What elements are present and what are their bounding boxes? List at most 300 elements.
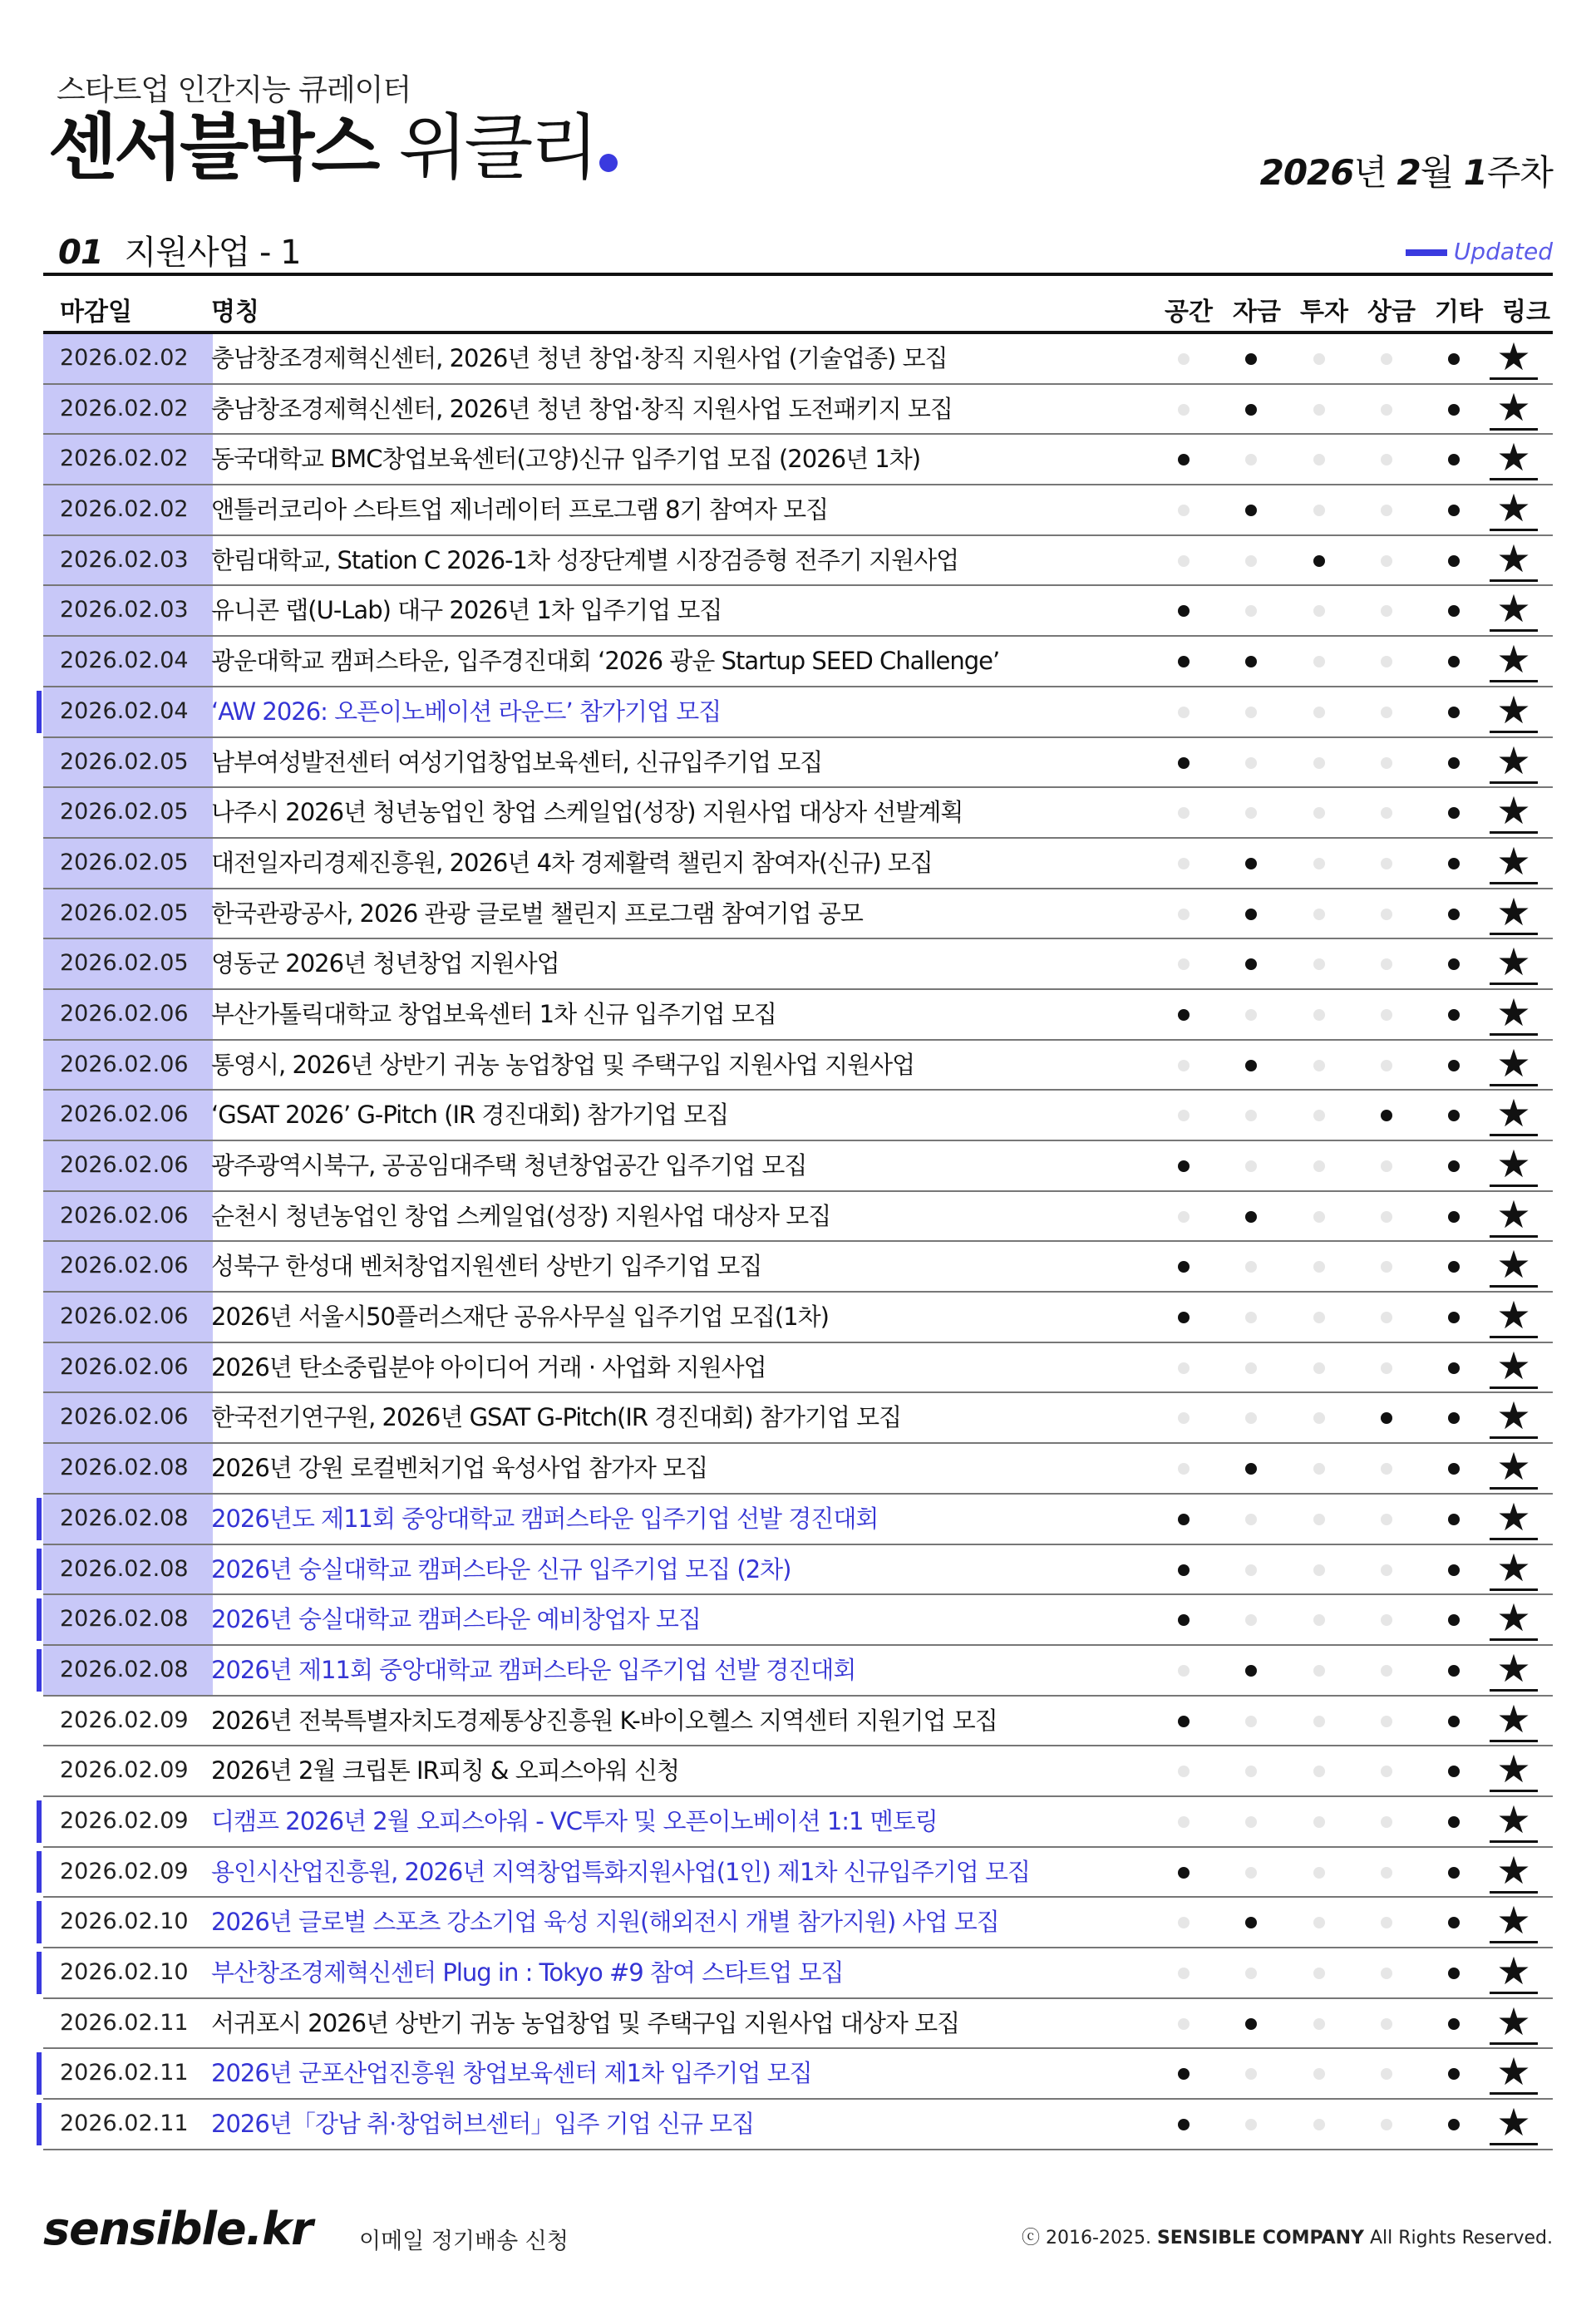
- row-deadline: 2026.02.10: [60, 1909, 189, 1935]
- week-number: 1: [1463, 152, 1487, 193]
- prize-dot-icon: [1381, 454, 1392, 465]
- section-title: [58, 226, 301, 273]
- issue-week: [1260, 145, 1553, 195]
- fund-dot-icon: [1245, 1312, 1257, 1323]
- row-deadline: 2026.02.02: [43, 385, 213, 434]
- row-name[interactable]: 한국전기연구원, 2026년 GSAT G-Pitch(IR 경진대회) 참가기업 모집: [211, 1403, 902, 1432]
- fund-dot-icon: [1245, 555, 1257, 567]
- etc-dot-icon: [1448, 1009, 1460, 1021]
- etc-dot-icon: [1448, 1060, 1460, 1071]
- row-deadline: 2026.02.06: [43, 1293, 213, 1342]
- link-star-icon[interactable]: ★: [1490, 740, 1538, 784]
- etc-dot-icon: [1448, 1716, 1460, 1727]
- space-dot-icon: [1178, 1312, 1190, 1323]
- link-star-icon[interactable]: ★: [1490, 840, 1538, 884]
- fund-dot-icon: [1245, 1564, 1257, 1576]
- space-dot-icon: [1178, 1362, 1190, 1374]
- prize-dot-icon: [1381, 909, 1392, 920]
- row-deadline: 2026.02.05: [43, 939, 213, 988]
- etc-dot-icon: [1448, 1665, 1460, 1677]
- row-name[interactable]: 부산창조경제혁신센터 Plug in : Tokyo #9 참여 스타트업 모집: [211, 1958, 844, 1987]
- link-star-icon[interactable]: ★: [1490, 1446, 1538, 1490]
- space-dot-icon: [1178, 1261, 1190, 1273]
- invest-dot-icon: [1313, 1261, 1325, 1273]
- fund-dot-icon: [1245, 909, 1257, 920]
- row-name[interactable]: 디캠프 2026년 2월 오피스아워 - VC투자 및 오픈이노베이션 1:1 멘토링: [211, 1806, 938, 1835]
- row-name[interactable]: 2026년 강원 로컬벤처기업 육성사업 참가자 모집: [211, 1454, 708, 1483]
- space-dot-icon: [1178, 757, 1190, 769]
- etc-dot-icon: [1448, 1312, 1460, 1323]
- prize-dot-icon: [1381, 1009, 1392, 1021]
- row-deadline: 2026.02.06: [43, 1141, 213, 1190]
- updated-marker: [37, 1549, 42, 1591]
- table-row: [43, 839, 1553, 889]
- prize-dot-icon: [1381, 958, 1392, 970]
- copyright-suffix: All Rights Reserved.: [1363, 2228, 1553, 2248]
- invest-dot-icon: [1313, 1412, 1325, 1424]
- space-dot-icon: [1178, 807, 1190, 819]
- row-name[interactable]: 충남창조경제혁신센터, 2026년 청년 창업·창직 지원사업 (기술업종) 모집: [211, 344, 948, 372]
- row-name[interactable]: 나주시 2026년 청년농업인 창업 스케일업(성장) 지원사업 대상자 선발계획: [211, 798, 963, 827]
- link-star-icon[interactable]: ★: [1490, 387, 1538, 431]
- updated-marker: [37, 1800, 42, 1843]
- space-dot-icon: [1178, 1211, 1190, 1223]
- row-name[interactable]: 성북구 한성대 벤처창업지원센터 상반기 입주기업 모집: [211, 1252, 762, 1281]
- week-year-unit: 년: [1353, 152, 1397, 193]
- brand-dot-icon: [599, 154, 618, 172]
- link-star-icon[interactable]: ★: [1490, 992, 1538, 1036]
- fund-dot-icon: [1245, 656, 1257, 667]
- prize-dot-icon: [1381, 1312, 1392, 1323]
- fund-dot-icon: [1245, 1917, 1257, 1928]
- section-number: 01: [58, 234, 103, 272]
- row-deadline: 2026.02.06: [43, 1091, 213, 1140]
- invest-dot-icon: [1313, 1110, 1325, 1121]
- updated-marker: [37, 2052, 42, 2095]
- invest-dot-icon: [1313, 1665, 1325, 1677]
- section-name: 지원사업 - 1: [124, 234, 301, 272]
- fund-dot-icon: [1245, 404, 1257, 416]
- etc-dot-icon: [1448, 1514, 1460, 1525]
- etc-dot-icon: [1448, 1261, 1460, 1273]
- table-row: [43, 1848, 1553, 1899]
- link-star-icon[interactable]: ★: [1490, 538, 1538, 582]
- link-star-icon[interactable]: ★: [1490, 1496, 1538, 1540]
- row-deadline: 2026.02.04: [43, 637, 213, 686]
- link-star-icon[interactable]: ★: [1490, 891, 1538, 935]
- prize-dot-icon: [1381, 1412, 1392, 1424]
- space-dot-icon: [1178, 1968, 1190, 1979]
- link-star-icon[interactable]: ★: [1490, 2101, 1538, 2145]
- row-name[interactable]: 유니콘 랩(U-Lab) 대구 2026년 1차 입주기업 모집: [211, 596, 722, 625]
- invest-dot-icon: [1313, 1312, 1325, 1323]
- row-name[interactable]: 2026년 서울시50플러스재단 공유사무실 입주기업 모집(1차): [211, 1303, 829, 1332]
- subscribe-link[interactable]: 이메일 정기배송 신청: [359, 2229, 569, 2254]
- space-dot-icon: [1178, 707, 1190, 718]
- prize-dot-icon: [1381, 1816, 1392, 1828]
- prize-dot-icon: [1381, 1211, 1392, 1223]
- invest-dot-icon: [1313, 1009, 1325, 1021]
- space-dot-icon: [1178, 505, 1190, 516]
- fund-dot-icon: [1245, 958, 1257, 970]
- invest-dot-icon: [1313, 1867, 1325, 1879]
- row-name[interactable]: 2026년 탄소중립분야 아이디어 거래 · 사업화 지원사업: [211, 1352, 766, 1382]
- table-row: [43, 1999, 1553, 2050]
- updated-label: Updated: [1453, 238, 1553, 265]
- prize-dot-icon: [1381, 1110, 1392, 1121]
- row-name[interactable]: 2026년 군포산업진흥원 창업보육센터 제1차 입주기업 모집: [211, 2059, 812, 2088]
- fund-dot-icon: [1245, 2119, 1257, 2130]
- prize-dot-icon: [1381, 1614, 1392, 1626]
- etc-dot-icon: [1448, 909, 1460, 920]
- subtitle: 스타트업 인간지능 큐레이터: [57, 73, 411, 107]
- prize-dot-icon: [1381, 555, 1392, 567]
- table-row: [43, 586, 1553, 637]
- prize-dot-icon: [1381, 1514, 1392, 1525]
- link-star-icon[interactable]: ★: [1490, 1395, 1538, 1439]
- row-deadline: 2026.02.09: [60, 1757, 189, 1784]
- updated-marker: [37, 1851, 42, 1894]
- fund-dot-icon: [1245, 1867, 1257, 1879]
- row-deadline: 2026.02.03: [43, 536, 213, 585]
- link-star-icon[interactable]: ★: [1490, 2001, 1538, 2045]
- link-star-icon[interactable]: ★: [1490, 588, 1538, 632]
- fund-dot-icon: [1245, 1261, 1257, 1273]
- fund-dot-icon: [1245, 1816, 1257, 1828]
- invest-dot-icon: [1313, 1917, 1325, 1928]
- table-row: [43, 1746, 1553, 1797]
- invest-dot-icon: [1313, 404, 1325, 416]
- row-name[interactable]: 2026년 2월 크립톤 IR피칭 & 오피스아워 신청: [211, 1756, 680, 1785]
- link-star-icon[interactable]: ★: [1490, 1194, 1538, 1238]
- prize-dot-icon: [1381, 404, 1392, 416]
- row-name[interactable]: 한국관광공사, 2026 관광 글로벌 챌린지 프로그램 참여기업 공모: [211, 899, 863, 928]
- table-row: [43, 1697, 1553, 1747]
- row-name[interactable]: 2026년 숭실대학교 캠퍼스타운 예비창업자 모집: [211, 1605, 701, 1634]
- brand-title: [48, 106, 618, 190]
- col-etc: 기타: [1435, 298, 1483, 327]
- row-name[interactable]: 한림대학교, Station C 2026-1차 성장단계별 시장검증형 전주기 지원사업: [211, 545, 959, 574]
- prize-dot-icon: [1381, 1060, 1392, 1071]
- row-name[interactable]: 2026년 숭실대학교 캠퍼스타운 신규 입주기업 모집 (2차): [211, 1554, 791, 1583]
- col-name: 명칭: [211, 298, 259, 327]
- prize-dot-icon: [1381, 2068, 1392, 2080]
- link-star-icon[interactable]: ★: [1490, 487, 1538, 531]
- link-star-icon[interactable]: ★: [1490, 1647, 1538, 1692]
- table-row: [43, 2049, 1553, 2100]
- row-deadline: 2026.02.04: [43, 687, 213, 736]
- table-row: [43, 435, 1553, 485]
- row-deadline: 2026.02.05: [43, 788, 213, 837]
- space-dot-icon: [1178, 454, 1190, 465]
- row-name[interactable]: 광운대학교 캠퍼스타운, 입주경진대회 ‘2026 광운 Startup SEED Challenge’: [211, 647, 1000, 676]
- row-deadline: 2026.02.08: [43, 1545, 213, 1594]
- row-name[interactable]: 대전일자리경제진흥원, 2026년 4차 경제활력 챌린지 참여자(신규) 모집: [211, 848, 933, 877]
- prize-dot-icon: [1381, 1867, 1392, 1879]
- row-name[interactable]: ‘AW 2026: 오픈이노베이션 라운드’ 참가기업 모집: [211, 697, 722, 726]
- row-deadline: 2026.02.11: [60, 2060, 189, 2086]
- row-name[interactable]: 2026년 제11회 중앙대학교 캠퍼스타운 입주기업 선발 경진대회: [211, 1655, 856, 1684]
- invest-dot-icon: [1313, 1816, 1325, 1828]
- program-table: [43, 334, 1553, 2150]
- fund-dot-icon: [1245, 353, 1257, 365]
- space-dot-icon: [1178, 1614, 1190, 1626]
- prize-dot-icon: [1381, 605, 1392, 617]
- footer-brand[interactable]: sensible.kr: [43, 2203, 313, 2255]
- updated-marker: [37, 1952, 42, 1994]
- row-deadline: 2026.02.10: [60, 1959, 189, 1985]
- etc-dot-icon: [1448, 1110, 1460, 1121]
- invest-dot-icon: [1313, 656, 1325, 667]
- table-row: [43, 1192, 1553, 1243]
- prize-dot-icon: [1381, 2119, 1392, 2130]
- row-name[interactable]: 2026년 글로벌 스포츠 강소기업 육성 지원(해외전시 개별 참가지원) 사업 모집: [211, 1908, 999, 1937]
- row-name[interactable]: 충남창조경제혁신센터, 2026년 청년 창업·창직 지원사업 도전패키지 모집: [211, 394, 953, 423]
- row-deadline: 2026.02.09: [60, 1807, 189, 1834]
- space-dot-icon: [1178, 605, 1190, 617]
- etc-dot-icon: [1448, 1917, 1460, 1928]
- fund-dot-icon: [1245, 2018, 1257, 2030]
- invest-dot-icon: [1313, 1614, 1325, 1626]
- fund-dot-icon: [1245, 605, 1257, 617]
- fund-dot-icon: [1245, 1665, 1257, 1677]
- prize-dot-icon: [1381, 1564, 1392, 1576]
- row-name[interactable]: ‘GSAT 2026’ G-Pitch (IR 경진대회) 참가기업 모집: [211, 1101, 729, 1130]
- updated-marker: [37, 2103, 42, 2145]
- link-star-icon[interactable]: ★: [1490, 1698, 1538, 1742]
- row-deadline: 2026.02.06: [43, 1343, 213, 1392]
- row-deadline: 2026.02.05: [43, 889, 213, 938]
- link-star-icon[interactable]: ★: [1490, 2051, 1538, 2095]
- link-star-icon[interactable]: ★: [1490, 1547, 1538, 1591]
- space-dot-icon: [1178, 1766, 1190, 1777]
- prize-dot-icon: [1381, 2018, 1392, 2030]
- fund-dot-icon: [1245, 807, 1257, 819]
- etc-dot-icon: [1448, 605, 1460, 617]
- week-year: 2026: [1259, 152, 1354, 193]
- link-star-icon[interactable]: ★: [1490, 1244, 1538, 1288]
- row-deadline: 2026.02.08: [43, 1444, 213, 1493]
- space-dot-icon: [1178, 1009, 1190, 1021]
- link-star-icon[interactable]: ★: [1490, 638, 1538, 682]
- space-dot-icon: [1178, 1412, 1190, 1424]
- link-star-icon[interactable]: ★: [1490, 1294, 1538, 1338]
- updated-marker: [37, 1649, 42, 1692]
- table-row: [43, 1595, 1553, 1646]
- etc-dot-icon: [1448, 958, 1460, 970]
- invest-dot-icon: [1313, 605, 1325, 617]
- space-dot-icon: [1178, 1463, 1190, 1475]
- row-name[interactable]: 남부여성발전센터 여성기업창업보육센터, 신규입주기업 모집: [211, 747, 823, 776]
- etc-dot-icon: [1448, 807, 1460, 819]
- space-dot-icon: [1178, 1816, 1190, 1828]
- fund-dot-icon: [1245, 707, 1257, 718]
- row-name[interactable]: 2026년도 제11회 중앙대학교 캠퍼스타운 입주기업 선발 경진대회: [211, 1504, 879, 1533]
- table-row: [43, 1948, 1553, 1999]
- etc-dot-icon: [1448, 1968, 1460, 1979]
- table-row: [43, 738, 1553, 789]
- space-dot-icon: [1178, 2018, 1190, 2030]
- link-star-icon[interactable]: ★: [1490, 1597, 1538, 1641]
- prize-dot-icon: [1381, 353, 1392, 365]
- table-row: [43, 536, 1553, 587]
- link-star-icon[interactable]: ★: [1490, 336, 1538, 380]
- table-row: [43, 687, 1553, 738]
- table-row: [43, 1545, 1553, 1596]
- etc-dot-icon: [1448, 2068, 1460, 2080]
- row-deadline: 2026.02.08: [43, 1595, 213, 1644]
- etc-dot-icon: [1448, 454, 1460, 465]
- table-row: [43, 1393, 1553, 1444]
- row-name[interactable]: 통영시, 2026년 상반기 귀농 농업창업 및 주택구입 지원사업 지원사업: [211, 1050, 915, 1079]
- col-invest: 투자: [1300, 298, 1348, 327]
- prize-dot-icon: [1381, 858, 1392, 869]
- row-name[interactable]: 부산가톨릭대학교 창업보육센터 1차 신규 입주기업 모집: [211, 999, 776, 1028]
- fund-dot-icon: [1245, 2068, 1257, 2080]
- space-dot-icon: [1178, 1917, 1190, 1928]
- row-deadline: 2026.02.06: [43, 1192, 213, 1241]
- row-name[interactable]: 앤틀러코리아 스타트업 제너레이터 프로그램 8기 참여자 모집: [211, 495, 829, 525]
- prize-dot-icon: [1381, 1261, 1392, 1273]
- link-star-icon[interactable]: ★: [1490, 1899, 1538, 1943]
- row-name[interactable]: 영동군 2026년 청년창업 지원사업: [211, 949, 559, 978]
- space-dot-icon: [1178, 1564, 1190, 1576]
- etc-dot-icon: [1448, 1362, 1460, 1374]
- prize-dot-icon: [1381, 757, 1392, 769]
- table-row: [43, 485, 1553, 536]
- prize-dot-icon: [1381, 1766, 1392, 1777]
- invest-dot-icon: [1313, 858, 1325, 869]
- row-deadline: 2026.02.02: [43, 435, 213, 484]
- link-star-icon[interactable]: ★: [1490, 1143, 1538, 1187]
- etc-dot-icon: [1448, 1564, 1460, 1576]
- link-star-icon[interactable]: ★: [1490, 1950, 1538, 1994]
- invest-dot-icon: [1313, 2119, 1325, 2130]
- space-dot-icon: [1178, 1060, 1190, 1071]
- row-deadline: 2026.02.11: [60, 2110, 189, 2137]
- link-star-icon[interactable]: ★: [1490, 1849, 1538, 1894]
- fund-dot-icon: [1245, 757, 1257, 769]
- col-link: 링크: [1502, 298, 1550, 327]
- row-name[interactable]: 광주광역시북구, 공공임대주택 청년창업공간 입주기업 모집: [211, 1151, 807, 1180]
- link-star-icon[interactable]: ★: [1490, 1748, 1538, 1792]
- etc-dot-icon: [1448, 1211, 1460, 1223]
- row-name[interactable]: 2026년 전북특별자치도경제통상진흥원 K-바이오헬스 지역센터 지원기업 모집: [211, 1706, 998, 1735]
- link-star-icon[interactable]: ★: [1490, 1799, 1538, 1843]
- table-row: [43, 889, 1553, 940]
- fund-dot-icon: [1245, 1110, 1257, 1121]
- link-star-icon[interactable]: ★: [1490, 689, 1538, 733]
- etc-dot-icon: [1448, 353, 1460, 365]
- link-star-icon[interactable]: ★: [1490, 790, 1538, 834]
- invest-dot-icon: [1313, 555, 1325, 567]
- copyright: [1022, 2224, 1553, 2249]
- week-month-unit: 월: [1420, 152, 1464, 193]
- etc-dot-icon: [1448, 1766, 1460, 1777]
- table-row: [43, 1091, 1553, 1141]
- space-dot-icon: [1178, 353, 1190, 365]
- link-star-icon[interactable]: ★: [1490, 436, 1538, 480]
- copyright-prefix: ⓒ 2016-2025.: [1022, 2228, 1157, 2248]
- table-row: [43, 1293, 1553, 1343]
- link-star-icon[interactable]: ★: [1490, 1042, 1538, 1086]
- prize-dot-icon: [1381, 1968, 1392, 1979]
- space-dot-icon: [1178, 858, 1190, 869]
- row-deadline: 2026.02.09: [60, 1858, 189, 1884]
- invest-dot-icon: [1313, 1514, 1325, 1525]
- table-row: [43, 1141, 1553, 1192]
- etc-dot-icon: [1448, 1463, 1460, 1475]
- table-top-rule: [43, 273, 1553, 276]
- space-dot-icon: [1178, 1716, 1190, 1727]
- row-name[interactable]: 순천시 청년농업인 창업 스케일업(성장) 지원사업 대상자 모집: [211, 1201, 831, 1230]
- invest-dot-icon: [1313, 1211, 1325, 1223]
- invest-dot-icon: [1313, 1564, 1325, 1576]
- week-number-unit: 주차: [1486, 152, 1553, 193]
- fund-dot-icon: [1245, 1211, 1257, 1223]
- company-name: SENSIBLE COMPANY: [1156, 2228, 1364, 2248]
- table-row: [43, 1898, 1553, 1948]
- prize-dot-icon: [1381, 1716, 1392, 1727]
- etc-dot-icon: [1448, 505, 1460, 516]
- row-deadline: 2026.02.02: [43, 485, 213, 534]
- etc-dot-icon: [1448, 1816, 1460, 1828]
- table-row: [43, 1343, 1553, 1394]
- table-row: [43, 334, 1553, 385]
- fund-dot-icon: [1245, 858, 1257, 869]
- fund-dot-icon: [1245, 1009, 1257, 1021]
- space-dot-icon: [1178, 1665, 1190, 1677]
- table-row: [43, 1646, 1553, 1697]
- row-name[interactable]: 2026년「강남 취·창업허브센터」입주 기업 신규 모집: [211, 2110, 755, 2139]
- row-name[interactable]: 동국대학교 BMC창업보육센터(고양)신규 입주기업 모집 (2026년 1차): [211, 445, 921, 474]
- row-deadline: 2026.02.03: [43, 586, 213, 635]
- table-row: [43, 1797, 1553, 1848]
- space-dot-icon: [1178, 1160, 1190, 1172]
- prize-dot-icon: [1381, 656, 1392, 667]
- row-deadline: 2026.02.08: [43, 1495, 213, 1544]
- fund-dot-icon: [1245, 1614, 1257, 1626]
- updated-marker: [37, 1598, 42, 1641]
- table-header: [43, 284, 1553, 331]
- invest-dot-icon: [1313, 505, 1325, 516]
- row-deadline: 2026.02.05: [43, 738, 213, 787]
- invest-dot-icon: [1313, 1463, 1325, 1475]
- table-row: [43, 385, 1553, 436]
- invest-dot-icon: [1313, 1968, 1325, 1979]
- invest-dot-icon: [1313, 1766, 1325, 1777]
- fund-dot-icon: [1245, 1060, 1257, 1071]
- updated-legend: [1406, 238, 1553, 265]
- invest-dot-icon: [1313, 454, 1325, 465]
- table-row: [43, 990, 1553, 1041]
- row-name[interactable]: 용인시산업진흥원, 2026년 지역창업특화지원사업(1인) 제1차 신규입주기업 모집: [211, 1857, 1031, 1886]
- space-dot-icon: [1178, 1514, 1190, 1525]
- link-star-icon[interactable]: ★: [1490, 1092, 1538, 1136]
- invest-dot-icon: [1313, 707, 1325, 718]
- row-deadline: 2026.02.06: [43, 1041, 213, 1090]
- prize-dot-icon: [1381, 1160, 1392, 1172]
- space-dot-icon: [1178, 656, 1190, 667]
- fund-dot-icon: [1245, 1463, 1257, 1475]
- etc-dot-icon: [1448, 555, 1460, 567]
- row-name[interactable]: 서귀포시 2026년 상반기 귀농 농업창업 및 주택구입 지원사업 대상자 모집: [211, 2008, 960, 2037]
- link-star-icon[interactable]: ★: [1490, 941, 1538, 985]
- row-deadline: 2026.02.02: [43, 334, 213, 383]
- link-star-icon[interactable]: ★: [1490, 1345, 1538, 1389]
- brand-light: 위클리: [398, 106, 596, 190]
- invest-dot-icon: [1313, 353, 1325, 365]
